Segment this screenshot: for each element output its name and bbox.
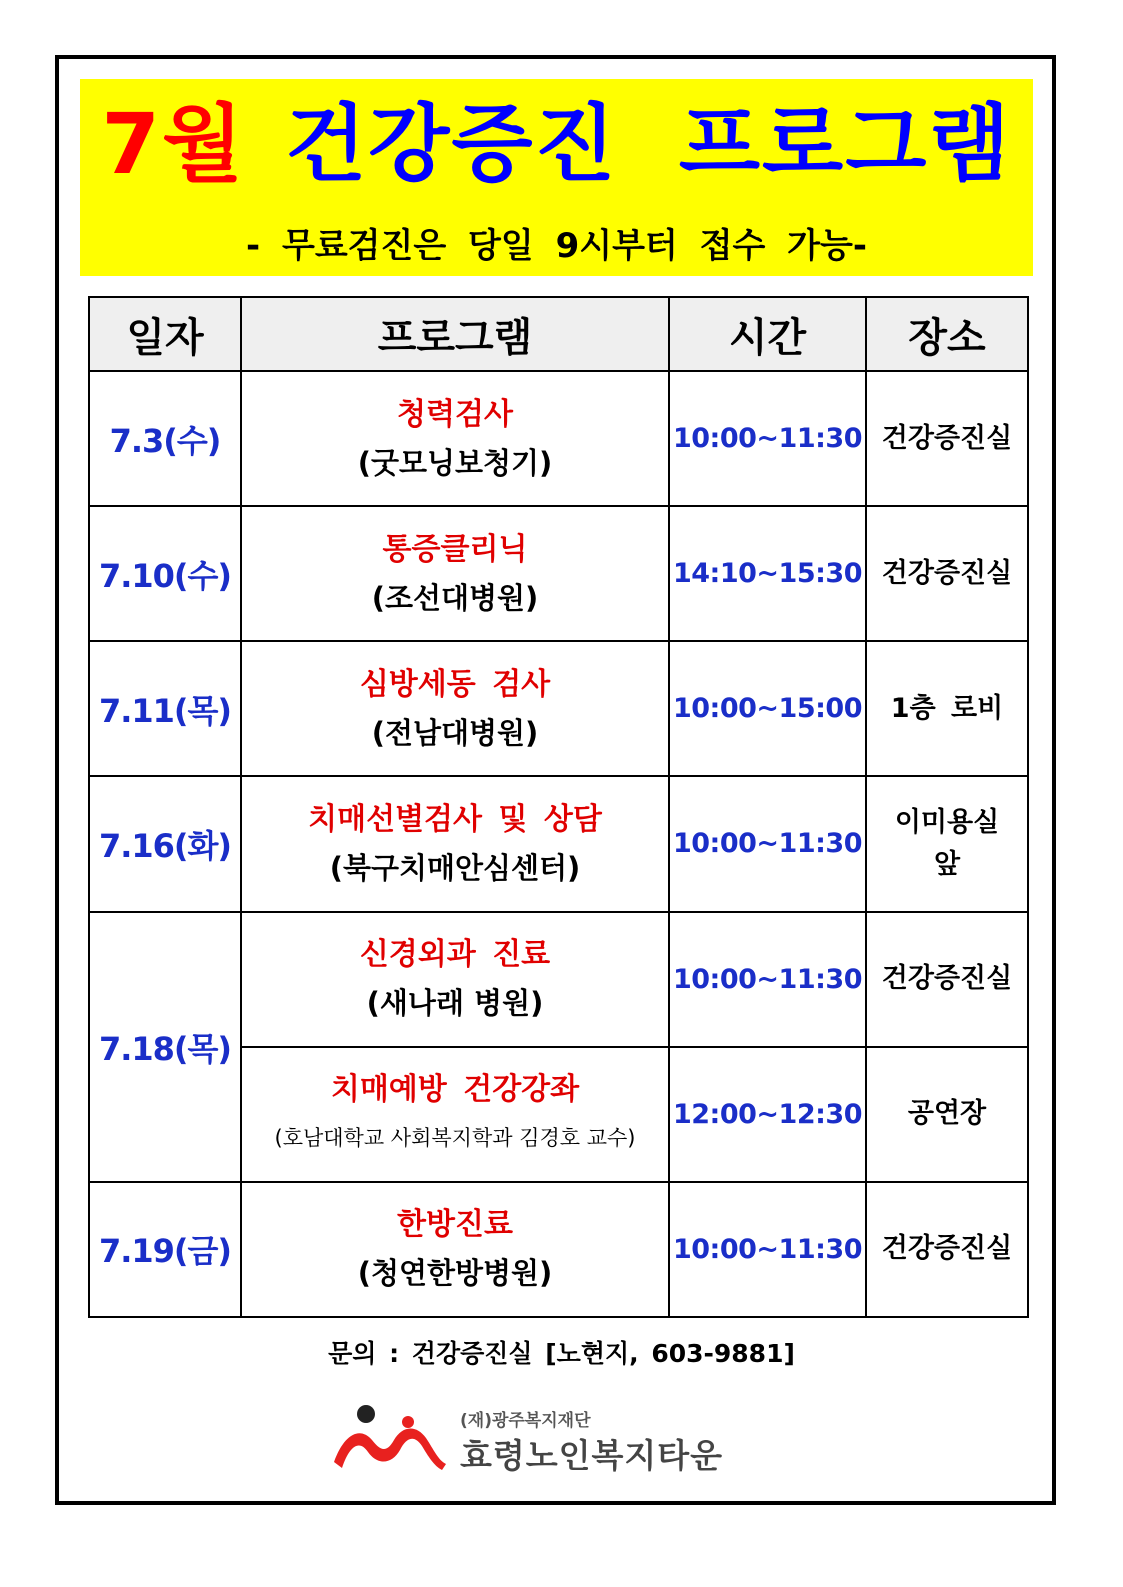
- program-cell: [241, 641, 669, 776]
- title-banner: [80, 79, 1033, 276]
- column-header-date: 일자: [89, 297, 241, 371]
- program-cell: [241, 506, 669, 641]
- program-org: (호남대학교 사회복지학과 김경호 교수): [274, 1126, 636, 1151]
- program-name: 한방진료: [397, 1207, 513, 1243]
- date-cell: 7.18(목): [89, 912, 241, 1182]
- logo-icon: [330, 1400, 450, 1476]
- time-cell: 10:00~11:30: [669, 776, 866, 911]
- program-cell: [241, 912, 669, 1047]
- table-row: [89, 641, 1028, 776]
- time-cell: 14:10~15:30: [669, 506, 866, 641]
- program-org: (청연한방병원): [357, 1256, 553, 1291]
- table-row: [89, 912, 1028, 1047]
- date-cell: 7.16(화): [89, 776, 241, 911]
- place-cell: 건강증진실: [866, 912, 1028, 1047]
- program-org: (조선대병원): [371, 580, 539, 615]
- organization-logo: [330, 1400, 810, 1480]
- program-name: 심방세동 검사: [359, 666, 551, 702]
- place-cell: 건강증진실: [866, 371, 1028, 506]
- column-header-place: 장소: [866, 297, 1028, 371]
- column-header-time: 시간: [669, 297, 866, 371]
- schedule-table: [88, 296, 1029, 1318]
- date-cell: 7.19(금): [89, 1182, 241, 1317]
- table-row: [89, 506, 1028, 641]
- program-cell: [241, 371, 669, 506]
- page-title: [80, 89, 1033, 199]
- time-cell: 10:00~15:00: [669, 641, 866, 776]
- program-name: 청력검사: [397, 396, 513, 432]
- time-cell: 10:00~11:30: [669, 1182, 866, 1317]
- table-header-row: [89, 297, 1028, 371]
- program-org: (전남대병원): [371, 715, 539, 750]
- program-org: (새나래 병원): [366, 986, 544, 1021]
- place-line: 이미용실: [894, 806, 1000, 838]
- place-cell: 1층 로비: [866, 641, 1028, 776]
- table-row: [89, 1182, 1028, 1317]
- place-cell: 공연장: [866, 1047, 1028, 1182]
- program-name: 치매예방 건강강좌: [330, 1072, 580, 1108]
- date-cell: 7.11(목): [89, 641, 241, 776]
- program-cell: [241, 776, 669, 911]
- title-main: 건강증진 프로그램: [285, 95, 1012, 193]
- column-header-program: 프로그램: [241, 297, 669, 371]
- date-cell: 7.3(수): [89, 371, 241, 506]
- place-line: 앞: [933, 848, 961, 880]
- place-cell: 건강증진실: [866, 506, 1028, 641]
- place-cell: [866, 776, 1028, 911]
- table-row: [89, 371, 1028, 506]
- program-cell: [241, 1047, 669, 1182]
- time-cell: 10:00~11:30: [669, 371, 866, 506]
- title-month: 7월: [101, 95, 246, 193]
- time-cell: 12:00~12:30: [669, 1047, 866, 1182]
- logo-subtitle: (재)광주복지재단: [460, 1411, 591, 1431]
- table-row: [89, 776, 1028, 911]
- page-subtitle: - 무료검진은 당일 9시부터 접수 가능-: [246, 226, 867, 266]
- program-cell: [241, 1182, 669, 1317]
- contact-info: 문의 : 건강증진실 [노현지, 603-9881]: [328, 1339, 795, 1368]
- date-cell: 7.10(수): [89, 506, 241, 641]
- program-org: (북구치매안심센터): [329, 850, 581, 885]
- time-cell: 10:00~11:30: [669, 912, 866, 1047]
- program-name: 통증클리닉: [382, 531, 528, 567]
- place-cell: 건강증진실: [866, 1182, 1028, 1317]
- program-org: (굿모닝보청기): [357, 445, 553, 480]
- program-name: 신경외과 진료: [359, 937, 551, 973]
- logo-name: 효령노인복지타운: [460, 1436, 724, 1475]
- program-name: 치매선별검사 및 상담: [308, 801, 602, 837]
